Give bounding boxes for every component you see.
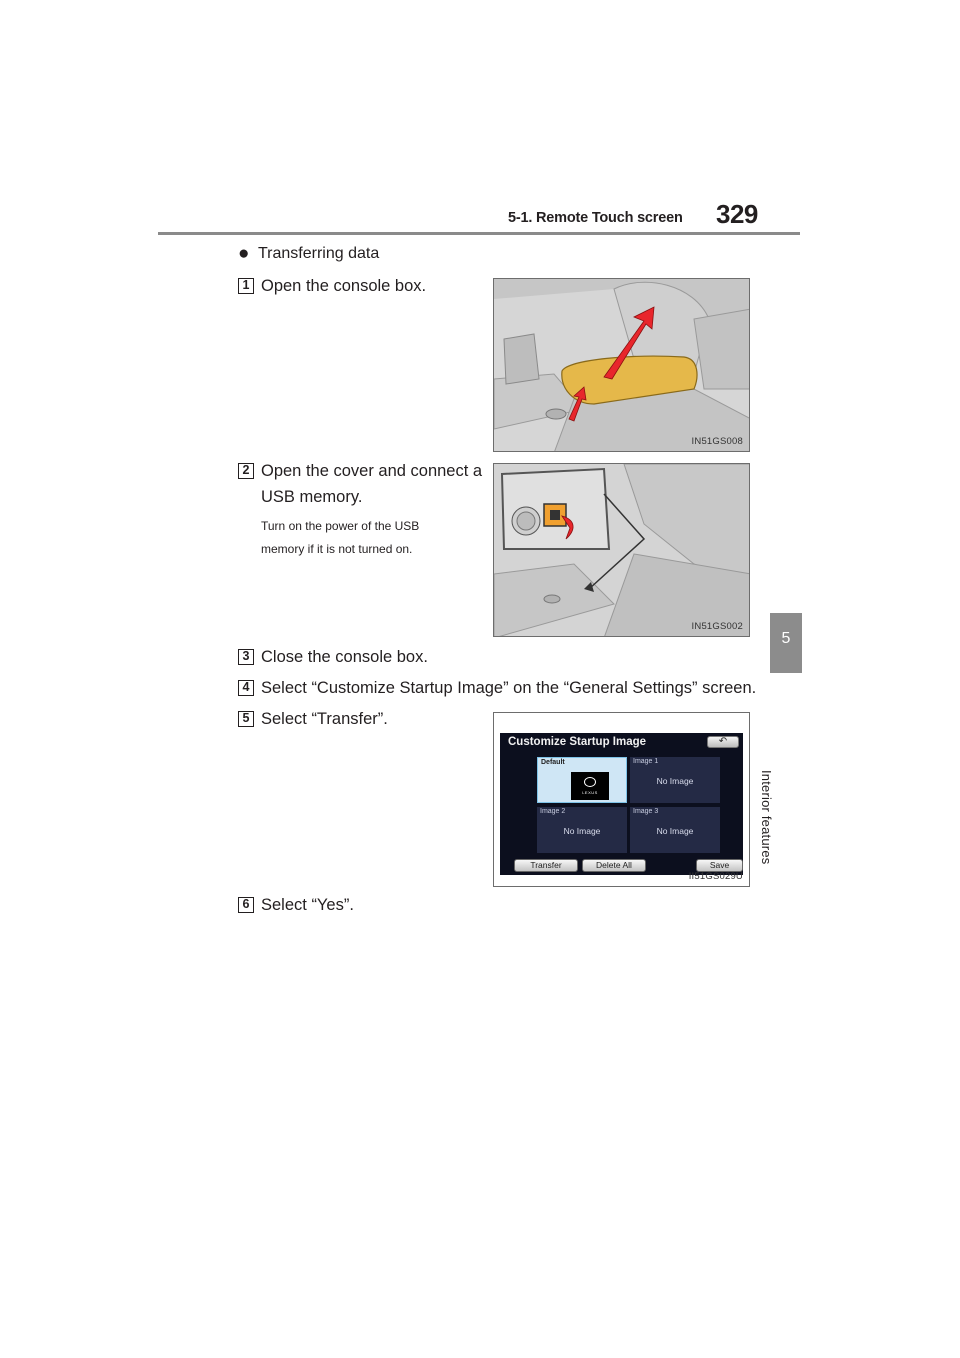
console-open-illustration: [493, 278, 750, 452]
tile-value: No Image: [656, 776, 694, 786]
tile-default[interactable]: [537, 757, 627, 803]
bullet-icon: ●: [238, 243, 250, 264]
tile-label: Default: [541, 759, 565, 766]
step-note-line2: memory if it is not turned on.: [261, 542, 413, 556]
transfer-button[interactable]: Transfer: [514, 859, 578, 872]
step-number: 4: [238, 680, 254, 696]
figure-code: IN51GS008: [691, 436, 743, 447]
chapter-title: Interior features: [759, 770, 774, 865]
chapter-tab: 5: [770, 613, 802, 673]
usb-port-illustration: [493, 463, 750, 637]
step-number: 6: [238, 897, 254, 913]
figure-code: II51GS029U: [688, 871, 743, 882]
tile-image-2[interactable]: [537, 807, 627, 853]
step-text: Select “Transfer”.: [261, 710, 388, 728]
step-number: 2: [238, 463, 254, 479]
page-number: 329: [716, 199, 758, 229]
logo-text: LEXUS: [582, 790, 598, 795]
screen-title: Customize Startup Image: [508, 736, 647, 748]
header-rule: [158, 232, 800, 235]
step-text: Select “Yes”.: [261, 896, 354, 914]
step-text: Open the console box.: [261, 277, 427, 295]
tile-value: No Image: [563, 826, 601, 836]
back-icon[interactable]: ↶: [707, 736, 739, 748]
step-note-line1: Turn on the power of the USB: [261, 519, 420, 533]
step-number: 1: [238, 278, 254, 294]
intro-text: Transferring data: [258, 245, 380, 262]
tile-label: Image 1: [633, 758, 659, 765]
save-button[interactable]: Save: [696, 859, 743, 872]
lexus-logo: [571, 772, 609, 800]
tile-value: No Image: [656, 826, 694, 836]
tile-label: Image 3: [633, 808, 659, 815]
step-text: Select “Customize Startup Image” on the “General Settings” screen.: [261, 679, 757, 697]
step-text-line1: Open the cover and connect a: [261, 462, 483, 480]
delete-all-button[interactable]: Delete All: [582, 859, 646, 872]
tile-image-1[interactable]: [630, 757, 720, 803]
step-text: Close the console box.: [261, 648, 428, 666]
tile-label: Image 2: [540, 808, 566, 815]
step-text-line2: USB memory.: [261, 488, 363, 506]
screen-display: [500, 733, 743, 875]
figure-code: IN51GS002: [691, 621, 743, 632]
section-title: 5-1. Remote Touch screen: [508, 210, 683, 226]
step-number: 3: [238, 649, 254, 665]
lexus-emblem-icon: [584, 777, 596, 787]
step-number: 5: [238, 711, 254, 727]
tile-image-3[interactable]: [630, 807, 720, 853]
startup-image-screen-illustration: [493, 712, 750, 887]
